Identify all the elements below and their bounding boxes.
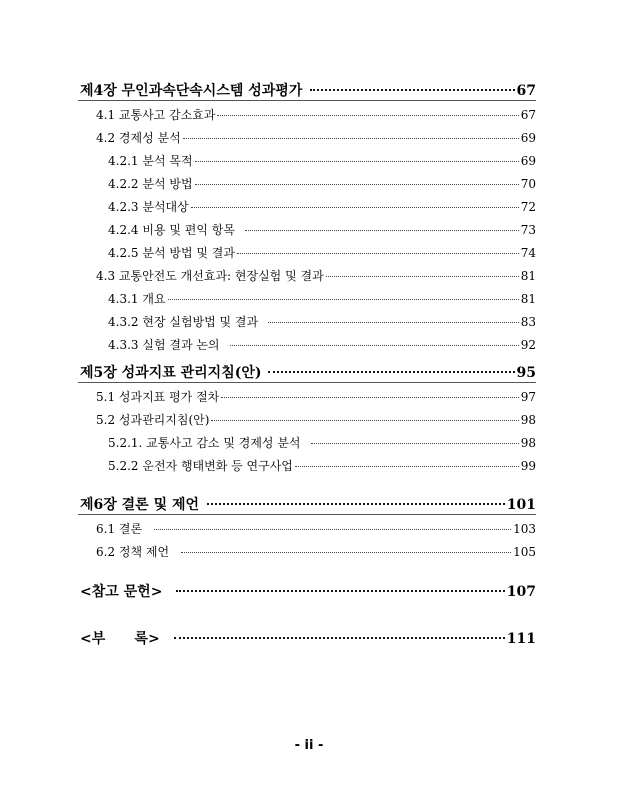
toc-entry-page: 99: [520, 459, 536, 473]
page-number: - ii -: [294, 738, 324, 753]
toc-entry-page: 72: [520, 200, 536, 214]
dot-leader: [311, 443, 519, 444]
toc-entry-title: 4.2.2 분석 방법: [108, 177, 193, 191]
dot-leader: [176, 590, 504, 592]
dot-leader: [268, 322, 519, 323]
toc-entry-title: 6.2 정책 제언: [96, 545, 170, 559]
toc-section-5-2[interactable]: [96, 411, 536, 428]
toc-subsection-5-2-1[interactable]: [108, 434, 536, 451]
dot-leader: [195, 184, 519, 185]
dot-leader: [237, 253, 519, 254]
toc-entry-page: 98: [520, 413, 536, 427]
toc-subsection-4-2-2[interactable]: [108, 175, 536, 192]
dot-leader: [310, 89, 514, 91]
toc-entry-page: 70: [520, 177, 536, 191]
dot-leader: [207, 503, 505, 505]
toc-entry-title: 4.2.1 분석 목적: [108, 154, 193, 168]
dot-leader: [183, 138, 519, 139]
toc-entry-page: 69: [520, 131, 536, 145]
toc-entry-page: 95: [516, 365, 536, 381]
toc-entry-page: 101: [506, 497, 536, 513]
dot-leader: [245, 230, 519, 231]
toc-subsection-5-2-2[interactable]: [108, 457, 536, 474]
toc-section-6-2[interactable]: [96, 543, 536, 560]
toc-subsection-4-2-1[interactable]: [108, 152, 536, 169]
toc-entry-title: 4.3.2 현장 실험방법 및 결과: [108, 315, 259, 329]
toc-entry-title: 제6장 결론 및 제언: [80, 497, 200, 513]
section-divider: [78, 100, 536, 101]
toc-entry-title: 4.3.1 개요: [108, 292, 166, 306]
section-divider: [78, 514, 536, 515]
toc-entry-title: 5.2.1. 교통사고 감소 및 경제성 분석: [108, 436, 301, 450]
toc-entry-page: 67: [516, 83, 536, 99]
toc-entry-title: <부 록>: [80, 631, 160, 647]
dot-leader: [181, 552, 511, 553]
dot-leader: [295, 466, 519, 467]
dot-leader: [211, 420, 518, 421]
dot-leader: [195, 161, 519, 162]
dot-leader: [174, 637, 505, 639]
toc-entry-title: 4.3 교통안전도 개선효과: 현장실험 및 결과: [96, 269, 324, 283]
toc-entry-page: 92: [520, 338, 536, 352]
dot-leader: [217, 115, 518, 116]
toc-entry-title: 4.3.3 실험 결과 논의: [108, 338, 220, 352]
toc-entry-page: 81: [520, 292, 536, 306]
toc-entry-page: 69: [520, 154, 536, 168]
dot-leader: [191, 207, 519, 208]
dot-leader: [268, 371, 515, 373]
toc-section-6-1[interactable]: [96, 520, 536, 537]
toc-chapter-5[interactable]: [80, 362, 536, 382]
toc-entry-title: 제5장 성과지표 관리지침(안): [80, 365, 262, 381]
toc-entry-page: 73: [520, 223, 536, 237]
toc-subsection-4-2-3[interactable]: [108, 198, 536, 215]
toc-entry-title: <참고 문헌>: [80, 584, 163, 600]
toc-entry-title: 4.1 교통사고 감소효과: [96, 108, 216, 122]
toc-entry-page: 67: [520, 108, 536, 122]
toc-subsection-4-2-4[interactable]: [108, 221, 536, 238]
toc-subsection-4-2-5[interactable]: [108, 244, 536, 261]
toc-entry-title: 4.2.3 분석대상: [108, 200, 189, 214]
toc-entry-page: 81: [520, 269, 536, 283]
dot-leader: [221, 397, 518, 398]
toc-entry-title: 6.1 결론: [96, 522, 143, 536]
toc-entry-title: 4.2.5 분석 방법 및 결과: [108, 246, 235, 260]
toc-entry-page: 83: [520, 315, 536, 329]
dot-leader: [230, 345, 519, 346]
toc-entry-page: 107: [506, 584, 536, 600]
toc-section-4-3[interactable]: [96, 267, 536, 284]
toc-entry-title: 4.2 경제성 분석: [96, 131, 181, 145]
toc-entry-page: 98: [520, 436, 536, 450]
toc-section-4-1[interactable]: [96, 106, 536, 123]
toc-entry-page: 97: [520, 390, 536, 404]
toc-entry-page: 103: [513, 522, 536, 536]
toc-entry-title: 4.2.4 비용 및 편익 항목: [108, 223, 235, 237]
toc-subsection-4-3-1[interactable]: [108, 290, 536, 307]
dot-leader: [154, 529, 511, 530]
toc-subsection-4-3-2[interactable]: [108, 313, 536, 330]
toc-entry-page: 111: [506, 631, 536, 647]
toc-entry-title: 5.2.2 운전자 행태변화 등 연구사업: [108, 459, 293, 473]
toc-entry-title: 5.2 성과관리지침(안): [96, 413, 210, 427]
toc-subsection-4-3-3[interactable]: [108, 336, 536, 353]
toc-section-5-1[interactable]: [96, 388, 536, 405]
toc-chapter-6[interactable]: [80, 494, 536, 514]
toc-entry-page: 105: [513, 545, 536, 559]
toc-entry-title: 5.1 성과지표 평가 절차: [96, 390, 220, 404]
toc-references[interactable]: [80, 581, 536, 601]
toc-chapter-4[interactable]: [80, 80, 536, 100]
dot-leader: [326, 276, 519, 277]
dot-leader: [168, 299, 519, 300]
toc-entry-title: 제4장 무인과속단속시스템 성과평가: [80, 83, 303, 99]
toc-appendix[interactable]: [80, 628, 536, 648]
toc-section-4-2[interactable]: [96, 129, 536, 146]
section-divider: [78, 382, 536, 383]
toc-entry-page: 74: [520, 246, 536, 260]
